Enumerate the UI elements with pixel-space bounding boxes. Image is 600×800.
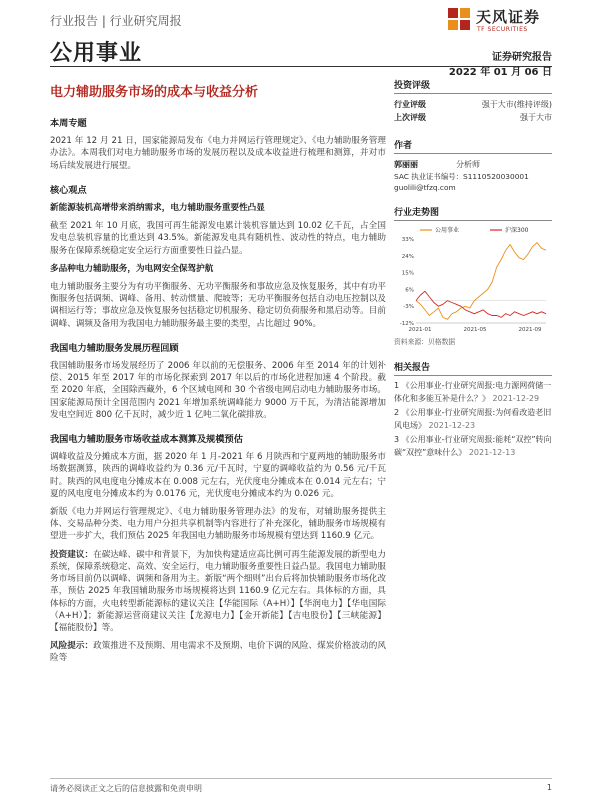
divider — [394, 93, 552, 94]
paragraph: 调峰收益及分摊成本方面，据 2020 年 1 月-2021 年 6 月陕西和宁夏两地的辅助服务市场数据测算，陕西的调峰收益约为 0.36 元/千瓦时，宁夏的调峰收益约为 0.56 元/千瓦时。陕西的风电度电分摊成本在 0.008 元左右，光伏度电分摊成本在 0.014 元左右；宁夏的风电度电分摊成本约为 0.0176 元，光伏度电分摊成本约为 0.026 元。 — [50, 452, 386, 499]
paragraph: 2021 年 12 月 21 日，国家能源局发布《电力并网运行管理规定》、《电力辅助服务管理办法》。本周我们对电力辅助服务市场的发展历程以及成本收益进行梳理和测算，并对市场后续发展进行展望。 — [50, 136, 386, 171]
paragraph: 电力辅助服务主要分为有功平衡服务、无功平衡服务和事故应急及恢复服务，其中有功平衡服务包括调频、调峰、备用、转动惯量、爬坡等；无功平衡服务包括自动电压控制以及调相运行等；事故应急及恢复服务包括稳定切机服务、稳定切负荷服务和黑启动等。目前调峰、调频及备用为我国电力辅助服务最主要的类型，占比超过 90%。 — [50, 282, 386, 329]
sector-title: 公用事业 — [50, 41, 143, 66]
footer-disclaimer: 请务必阅读正文之后的信息披露和免责申明 — [50, 784, 202, 793]
y-tick-label: 24% — [401, 253, 414, 260]
paragraph-lead: 投资建议： — [50, 549, 94, 560]
report-title: 电力辅助服务市场的成本与收益分析 — [50, 85, 259, 100]
report-date: 2022 年 01 月 06 日 — [448, 67, 552, 78]
paragraph — [50, 549, 386, 634]
tf-securities-logo — [446, 6, 556, 40]
paragraph-text: 政策推进不及预期、用电需求不及预期、电价下调的风险、煤炭价格波动的风险等 — [50, 641, 386, 664]
series-line-1 — [416, 243, 546, 320]
divider — [394, 153, 552, 154]
related-item-date: 2021-12-29 — [492, 393, 540, 403]
related-item-date: 2021-12-13 — [468, 447, 516, 457]
legend-label: 沪深300 — [505, 227, 529, 234]
related-item-date: 2021-12-23 — [428, 420, 476, 430]
related-item-text: 3 《公用事业-行业研究周报:能耗“双控”转向碳“双控”意味什么》 — [394, 435, 552, 457]
report-category: 行业报告 | 行业研究周报 — [50, 14, 182, 28]
section-heading: 核心观点 — [50, 184, 87, 196]
prev-rating-label: 上次评级 — [394, 113, 426, 122]
rating-value: 强于大市(维持评级) — [481, 100, 552, 109]
related-item[interactable] — [394, 380, 552, 405]
y-tick-label: -12% — [399, 321, 414, 327]
paragraph-text: 在碳达峰、碳中和背景下，为加快构建适应高比例可再生能源发展的新型电力系统，保障系统稳定、高效、安全运行，电力辅助服务重要性日益凸显。我国电力辅助服务市场目前仍以调峰、调频和备用为主。新版“两个细则”出台后将加快辅助服务市场化改革，预估 2025 年我国辅助服务市场规模将达到 1160.9 亿元左右。具体标的方面，具体标的方面，火电转型新能源标的建议关注【华能国际（A+H）】【华润电力】【华电国际（A+H）】；新能源运营商建议关注【龙源电力】【金开新能】【吉电股份】【三峡能源】【福能股份】等。 — [50, 549, 386, 633]
x-tick-label: 2021-05 — [463, 327, 487, 333]
paragraph: 我国辅助服务市场发展经历了 2006 年以前的无偿服务、2006 年至 2014 年的计划补偿、2015 年至 2017 年的市场化探索到 2017 年以后的市场化进程加速 4 个阶段。截至 2020 年底，全国除西藏外，6 个区域电网和 30 个省级电网启动电力辅助服务市场。国家能源局预计全国范围内 2021 年增加系统调峰能力 9000 万千瓦，为清洁能源增加发电空间近 800 亿千瓦时，减少近 1 亿吨二氧化碳排放。 — [50, 361, 386, 420]
related-item-text: 2 《公用事业-行业研究周报:为何看改造老旧风电场》 — [394, 408, 552, 430]
chart-source: 资料来源：贝格数据 — [394, 338, 456, 346]
section-heading: 我国电力辅助服务市场收益成本测算及规模预估 — [50, 434, 243, 446]
trend-chart — [394, 225, 552, 335]
prev-rating-value: 强于大市 — [520, 113, 552, 122]
author-row — [394, 158, 552, 171]
author-role: 分析师 — [456, 160, 480, 169]
y-tick-label: 33% — [401, 237, 414, 243]
related-item[interactable] — [394, 434, 552, 459]
paragraph-lead: 风险提示： — [50, 641, 94, 652]
x-tick-label: 2021-01 — [408, 327, 432, 333]
paragraph: 新版《电力并网运行管理规定》、《电力辅助服务管理办法》的发布，对辅助服务提供主体、交易品种分类、电力用户分担共享机制等内容进行了补充深化，辅助服务市场规模有望进一步扩大，我们预估 2025 年我国电力辅助服务市场规模有望达到 1160.9 亿元。 — [50, 507, 386, 542]
related-heading: 相关报告 — [394, 363, 431, 373]
author-heading: 作者 — [394, 141, 413, 151]
logo-mark-icon — [446, 6, 472, 36]
main-column — [50, 118, 386, 671]
related-item[interactable] — [394, 407, 552, 432]
divider — [394, 375, 552, 376]
report-type: 证券研究报告 — [492, 52, 552, 63]
y-tick-label: 6% — [405, 287, 414, 294]
section-heading: 我国电力辅助服务发展历程回顾 — [50, 342, 179, 354]
related-list — [394, 380, 552, 459]
sidebar — [394, 78, 552, 461]
divider — [394, 220, 552, 221]
paragraph-lead: 多品种电力辅助服务，为电网安全保驾护航 — [50, 263, 214, 274]
page-number: 1 — [546, 783, 552, 792]
section-heading: 本周专题 — [50, 118, 87, 129]
legend-label: 公用事业 — [435, 227, 460, 234]
logo-text-cn: 天风证券 — [476, 8, 541, 26]
footer — [50, 778, 552, 794]
logo-text-en: TF SECURITIES — [477, 26, 528, 33]
header-divider — [50, 66, 552, 67]
paragraph-lead: 新能源装机高增带来消纳需求，电力辅助服务重要性凸显 — [50, 203, 265, 214]
paragraph — [50, 640, 386, 664]
prev-rating-row — [394, 111, 552, 124]
x-tick-label: 2021-09 — [518, 327, 542, 333]
trend-chart-svg — [394, 225, 552, 335]
paragraph: 截至 2021 年 10 月底，我国可再生能源发电累计装机容量达到 10.02 亿千瓦，占全国发电总装机容量的比重达到 43.5%。新能源发电具有随机性、波动性的特点，电力辅助服务在保障系统稳定安全运行方面重要性日益凸显。 — [50, 221, 386, 256]
author-email[interactable]: guolili@tfzq.com — [394, 183, 456, 192]
author-name: 郭丽丽 — [394, 160, 418, 169]
trend-heading: 行业走势图 — [394, 208, 440, 218]
rating-row — [394, 98, 552, 111]
author-sac: SAC 执业证书编号：S1110520030001 — [394, 172, 529, 181]
y-tick-label: 15% — [401, 270, 414, 277]
rating-label: 行业评级 — [394, 100, 426, 109]
y-tick-label: -3% — [403, 304, 414, 311]
rating-heading: 投资评级 — [394, 81, 431, 91]
related-item-text: 1 《公用事业-行业研究周报:电力源网荷储一体化和多能互补是什么？》 — [394, 381, 552, 403]
